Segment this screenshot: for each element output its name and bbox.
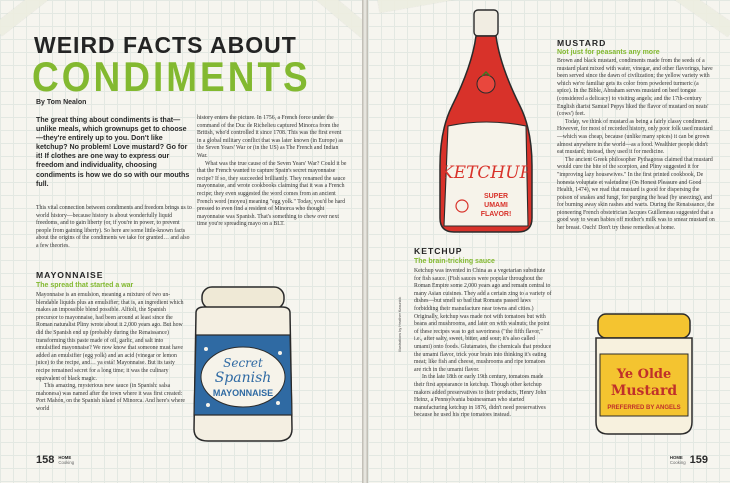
illustration-credit: Illustrations by Heather Kasunick bbox=[398, 296, 402, 352]
folio-category: Cooking bbox=[669, 460, 686, 465]
ketchup-bottle-illustration bbox=[434, 6, 538, 238]
bottle-flavor: FLAVOR! bbox=[480, 211, 512, 218]
page-folio bbox=[670, 454, 708, 466]
mustard-body bbox=[557, 58, 715, 233]
folio-section: HOME bbox=[669, 455, 683, 460]
mustard-heading: MUSTARD bbox=[557, 38, 607, 48]
title-top: WEIRD FACTS ABOUT bbox=[34, 32, 297, 58]
intro-body bbox=[36, 205, 192, 251]
folio-section: HOME bbox=[58, 455, 72, 460]
bottle-label: KETCHUP bbox=[440, 163, 532, 183]
page-number: 159 bbox=[689, 454, 708, 466]
mayonnaise-subheading: The spread that started a war bbox=[36, 282, 134, 289]
paragraph: Today, we think of mustard as being a fairly classy condiment. However, for most of recorded history, only poor folk used mustard—which was cheap, because (unlike many spices) it can be grown almost anywhere in the world—as a food. Wealthier people didn't eat mustard; instead, they used it for medicine. bbox=[557, 118, 713, 156]
paragraph: This vital connection between condiments and freedom brings us to world history—because history is about wonderfully liquid freedoms, and to gain liberty (or, if you're in power, to prevent people from gaining liberty). So here are some little-known facts about the origins of the condiments we take for granted… and also a few theories. bbox=[36, 205, 192, 249]
paragraph: Mayonnaise is an emulsion, meaning a mixture of two un-blendable liquids plus an emulsifier; that is, an ingredient which makes an impossible blend possible. Alfioli, the Spanish precursor to mayonnaise, had been around at least since the Roman naturalist Pliny wrote about it 2,000 years ago. But how did the Spanish end up (probably during the Renaissance) transforming this paste made of oil, garlic, and salt into emulsified mayonnaise? We now know that someone must have added an emulsifier (egg yolk) and an acid (vinegar or lemon juice) to the recipe, and… ya está! Mayonnaise. But its tasty recipe remained secret for a long time; it was the culinary equivalent of black magic. bbox=[36, 292, 184, 382]
bottle-flavor: UMAMI bbox=[484, 202, 508, 209]
paragraph: In the late 18th or early 19th century, tomatoes made their first appearance in ketchup. Though other ketchup makers added preservatives to their products, Henry John Heinz, a Pennsylvania businessman who started manufacturing ketchup in 1876, didn't need preservatives because he used his ripe tomatoes instead. bbox=[414, 374, 547, 419]
paragraph: Brown and black mustard, condiments made from the seeds of a mustard plant mixed with water, vinegar, and other flavorings, have been served since the dawn of civilization; the yellow variety with which we're familiar gets its color from powdered turmeric (a spice). In the Bible, Abraham serves mustard on beef tongue (considered a delicacy) to visiting angels; and the 17th-century English diarist Samuel Pepys liked the flavor of mustard on neats' (cows') feet. bbox=[557, 58, 713, 118]
bottle-flavor: SUPER bbox=[483, 193, 509, 200]
ketchup-body bbox=[414, 268, 552, 420]
paragraph: What was the true cause of the Seven Years' War? Could it be that the French wanted to capture Spain's secret mayonnaise recipe? If so, they succeeded brilliantly. They renamed the sauce mayonnaise, and wrote cookbooks claiming that it was a French recipe; they even suggested the word comes from an ancient French word (moyeu) meaning "egg yolk." Today, you'd be hard pressed to even find a resident of Minorca who thought mayonnaise was Spanish. That's something to chew over next time you're spreading mayo on a BLT. bbox=[197, 160, 347, 228]
mustard-subheading: Not just for peasants any more bbox=[557, 49, 660, 56]
paragraph: Ketchup was invented in China as a vegetarian substitute for fish sauce. (Fish sauces were popular throughout the Roman Empire some 2,000 years ago and remain central to many Asian cuisines. They add a certain zing to a variety of dishes—but smell so bad that Romans passed laws forbidding their manufacture near towns and cities.) Originally, ketchup was made not with tomatoes but with beans and mushrooms, and later on with walnuts; the point of these recipes was to get savoriness ("the fifth flavor," i.e., after salty, sweet, bitter, and sour; it's also called umami) onto foods. Glutamates, the chemicals that produce the umami flavor, trick your brain into thinking it's eating meat; like fish and cheese, mushrooms and ripe tomatoes are rich in the umami flavor. bbox=[414, 268, 552, 373]
page-title: CONDIMENTS bbox=[32, 53, 311, 100]
jar-label: Ye Olde bbox=[616, 367, 672, 382]
ketchup-heading: KETCHUP bbox=[414, 246, 463, 256]
mayonnaise-heading: MAYONNAISE bbox=[36, 270, 104, 280]
tape-strip bbox=[670, 0, 730, 37]
mayonnaise-jar-illustration bbox=[188, 283, 298, 445]
ketchup-subheading: The brain-tricking sauce bbox=[414, 258, 495, 265]
jar-label: Secret bbox=[223, 356, 263, 370]
byline: By Tom Nealon bbox=[36, 99, 87, 106]
left-page bbox=[0, 0, 362, 483]
right-page bbox=[368, 0, 730, 483]
tape-strip bbox=[0, 0, 57, 36]
jar-label: Mustard bbox=[610, 383, 678, 399]
paragraph: The ancient Greek philosopher Pythagoras claimed that mustard would cure the bite of the scorpion, and Pliny suggested it for "improving lazy housewives." In the first printed cookbook, De honesta voluptate et valetudine (On Honest Pleasure and Good Health, 1474), we read that mustard is good for dispersing the poison of snakes and fungi, for purging the head (by sneezing), and for burning away skin rashes and warts. During the Renaissance, the pioneering French obstetrician Jacques Guillemeau suggested that a good way to wean babies off mother's milk was to smear mustard on her breast. Ouch! Don't try these remedies at home. bbox=[557, 156, 715, 232]
history-column bbox=[197, 115, 347, 229]
mustard-jar-illustration bbox=[590, 310, 698, 438]
jar-label: PREFERRED BY ANGELS bbox=[607, 405, 681, 411]
page-folio bbox=[36, 454, 74, 466]
page-number: 158 bbox=[36, 454, 55, 466]
folio-category: Cooking bbox=[58, 460, 75, 465]
jar-label: MAYONNAISE bbox=[212, 388, 274, 398]
jar-label: Spanish bbox=[214, 370, 272, 386]
paragraph: This amazing, mysterious new sauce (in Spanish: salsa mahonesa) was named after the town where it was first created: Port Mahón, on the Spanish island of Minorca. And here's where world bbox=[36, 383, 185, 412]
paragraph: history enters the picture. In 1756, a French force under the command of the Duc de Richelieu captured Minorca from the British, who'd controlled it since 1708. This was the first event in a global military conflict that was later known (in Europe) as the Seven Years' War or (in the US) as The French and Indian War. bbox=[197, 115, 344, 159]
intro-dek: The great thing about condiments is that—unlike meals, which grownups get to choose—they're entirely up to you. Don't like ketchup? No problem! Love mustard? Go for it! If clothes are one way to express our freedom and individuality, choosing condiments is how we do so with our mouths full. bbox=[36, 116, 190, 188]
mayonnaise-body bbox=[36, 292, 186, 414]
